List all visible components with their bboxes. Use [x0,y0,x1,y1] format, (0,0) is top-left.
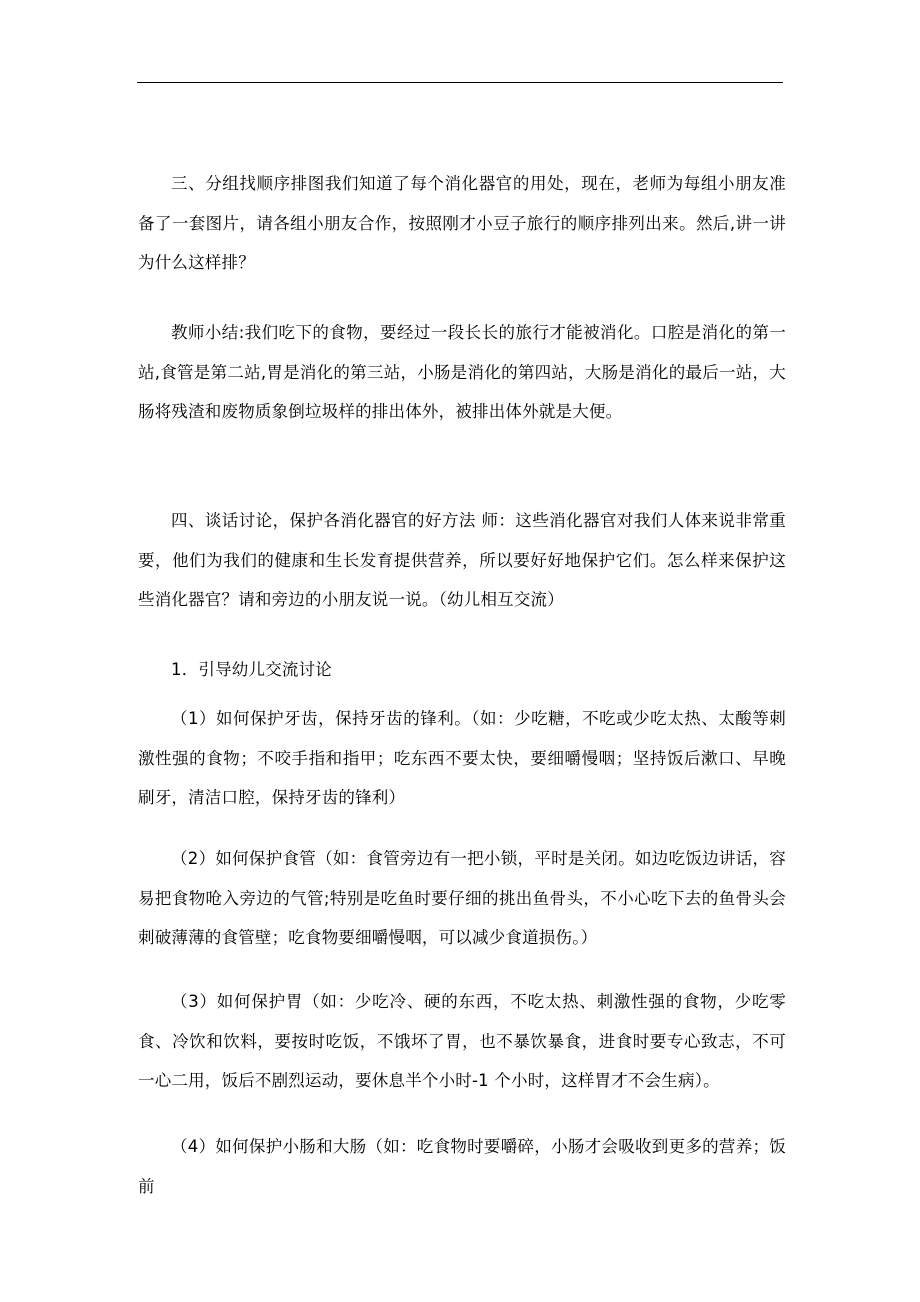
header-rule [137,82,783,83]
paragraph-protect-stomach: （3）如何保护胃（如：少吃冷、硬的东西，不吃太热、刺激性强的食物，少吃零食、冷饮和饮料，要按时吃饭，不饿坏了胃，也不暴饮暴食，进食时要专心致志，不可一心二用，饭后不剧烈运动，要休息半个小时-1 个小时，这样胃才不会生病）。 [138,992,786,1090]
paragraph-section-three: 三、分组找顺序排图我们知道了每个消化器官的用处，现在，老师为每组小朋友准备了一套图片，请各组小朋友合作，按照刚才小豆子旅行的顺序排列出来。然后,讲一讲为什么这样排？ [138,174,786,272]
paragraph-teacher-summary: 教师小结:我们吃下的食物，要经过一段长长的旅行才能被消化。口腔是消化的第一站,食管是第二站,胃是消化的第三站，小肠是消化的第四站，大肠是消化的最后一站，大肠将残渣和废物质象倒垃圾样的排出体外，被排出体外就是大便。 [138,323,786,421]
paragraph-protect-intestines: （4）如何保护小肠和大肠（如：吃食物时要嚼碎，小肠才会吸收到更多的营养；饭前 [138,1137,786,1196]
paragraph-protect-esophagus: （2）如何保护食管（如：食管旁边有一把小锁，平时是关闭。如边吃饭边讲话，容易把食物呛入旁边的气管;特别是吃鱼时要仔细的挑出鱼骨头，不小心吃下去的鱼骨头会刺破薄薄的食管壁；吃食物要细嚼慢咽，可以减少食道损伤。） [138,849,786,947]
paragraph-protect-teeth: （1）如何保护牙齿，保持牙齿的锋利。（如：少吃糖，不吃或少吃太热、太酸等刺激性强的食物；不咬手指和指甲；吃东西不要太快，要细嚼慢咽；坚持饭后漱口、早晚刷牙，清洁口腔，保持牙齿的锋利） [138,709,786,807]
paragraph-guide-discussion: 1．引导幼儿交流讨论 [171,660,332,679]
paragraph-section-four: 四、谈话讨论，保护各消化器官的好方法 师：这些消化器官对我们人体来说非常重要，他们为我们的健康和生长发育提供营养，所以要好好地保护它们。怎么样来保护这些消化器官？请和旁边的小朋友说一说。（幼儿相互交流） [138,511,786,609]
